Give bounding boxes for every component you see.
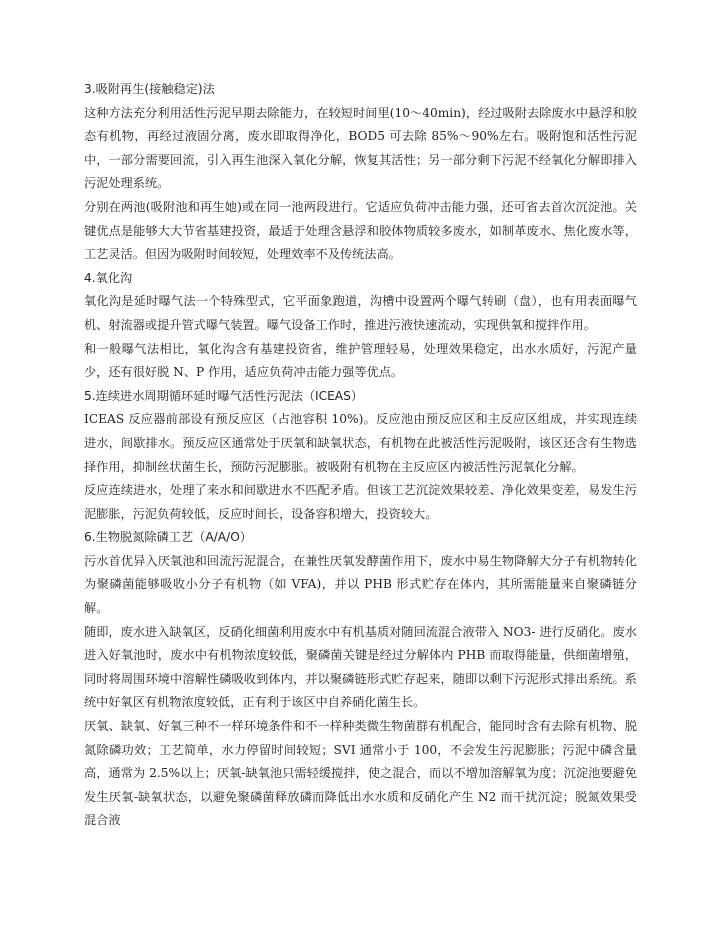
paragraph: 分别在两池(吸附池和再生她)或在同一池两段进行。它适应负荷冲击能力强，还可省去首次沉淀池。关键优点是能够大大节省基建投资，最适于处理含悬浮和胶体物质较多废水，如制革废水、焦化废水等，工艺灵活。但因为吸附时间较短，处理效率不及传统法高。 bbox=[84, 199, 637, 262]
section-aao bbox=[84, 526, 637, 833]
section-adsorption-regeneration bbox=[84, 78, 637, 267]
paragraph: 这种方法充分利用活性污泥早期去除能力，在较短时间里(10～40min)，经过吸附去除废水中悬浮和胶态有机物，再经过液固分离，废水即取得净化，BOD5 可去除 85%～90%左右。吸附饱和活性污泥中，一部分需要回流，引入再生池深入氧化分解，恢复其活性；另一部分剩下污泥不经氧化分解即排入污泥处理系统。 bbox=[84, 105, 637, 191]
section-heading: 6.生物脱氮除磷工艺（A/A/O） bbox=[84, 530, 252, 545]
paragraph: ICEAS 反应器前部设有预反应区（占池容积 10%)。反应池由预反应区和主反应区组成，并实现连续进水，间歇排水。预反应区通常处于厌氧和缺氧状态，有机物在此被活性污泥吸附，该区还含有生物选择作用，抑制丝状菌生长，预防污泥膨胀。被吸附有机物在主反应区内被活性污泥氧化分解。 bbox=[84, 412, 637, 474]
document-page bbox=[84, 78, 637, 833]
paragraph: 随即，废水进入缺氧区，反硝化细菌利用废水中有机基质对随回流混合液带入 NO3- 进行反硝化。废水进入好氧池时，废水中有机物浓度较低，聚磷菌关键是经过分解体内 PHB 而取得能量，供细菌增殖，同时将周围环境中溶解性磷吸收到体内，并以聚磷链形式贮存起来，随即以剩下污泥形式排出系统。系统中好氧区有机物浓度较低，正有利于该区中自养硝化菌生长。 bbox=[84, 624, 637, 710]
section-iceas bbox=[84, 385, 637, 527]
paragraph: 污水首优异入厌氧池和回流污泥混合，在兼性厌氧发酵菌作用下，废水中易生物降解大分子有机物转化为聚磷菌能够吸收小分子有机物（如 VFA)，并以 PHB 形式贮存在体内，其所需能量来自聚磷链分解。 bbox=[84, 553, 637, 616]
paragraph: 氧化沟是延时曝气法一个特殊型式，它平面象跑道，沟槽中设置两个曝气转刷（盘），也有用表面曝气机、射流器或提升管式曝气装置。曝气设备工作时，推进污液快速流动，实现供氧和搅拌作用。 bbox=[84, 294, 637, 332]
paragraph: 厌氧、缺氧、好氧三种不一样环境条件和不一样种类微生物菌群有机配合，能同时含有去除有机物、脱氮除磷功效；工艺简单，水力停留时间较短；SVI 通常小于 100，不会发生污泥膨胀；污泥中磷含量高，通常为 2.5%以上；厌氧-缺氧池只需轻缓搅拌，使之混合，而以不增加溶解氧为度；沉淀池要避免发生厌氧-缺氧状态，以避免聚磷菌释放磷而降低出水水质和反硝化产生 N2 而干扰沉淀；脱氮效果受混合液 bbox=[84, 719, 637, 828]
section-oxidation-ditch bbox=[84, 267, 637, 385]
paragraph: 反应连续进水，处理了来水和间歇进水不匹配矛盾。但该工艺沉淀效果较差、净化效果变差，易发生污泥膨胀，污泥负荷较低，反应时间长，设备容积增大，投资较大。 bbox=[84, 483, 637, 521]
section-heading: 3.吸附再生(接触稳定)法 bbox=[84, 82, 215, 96]
section-heading: 4.氧化沟 bbox=[84, 270, 133, 285]
section-heading: 5.连续进水周期循环延时曝气活性污泥法（ICEAS） bbox=[84, 388, 364, 403]
paragraph: 和一般曝气法相比，氧化沟含有基建投资省，维护管理轻易，处理效果稳定，出水水质好，污泥产量少，还有很好脱 N、P 作用，适应负荷冲击能力强等优点。 bbox=[84, 341, 637, 380]
